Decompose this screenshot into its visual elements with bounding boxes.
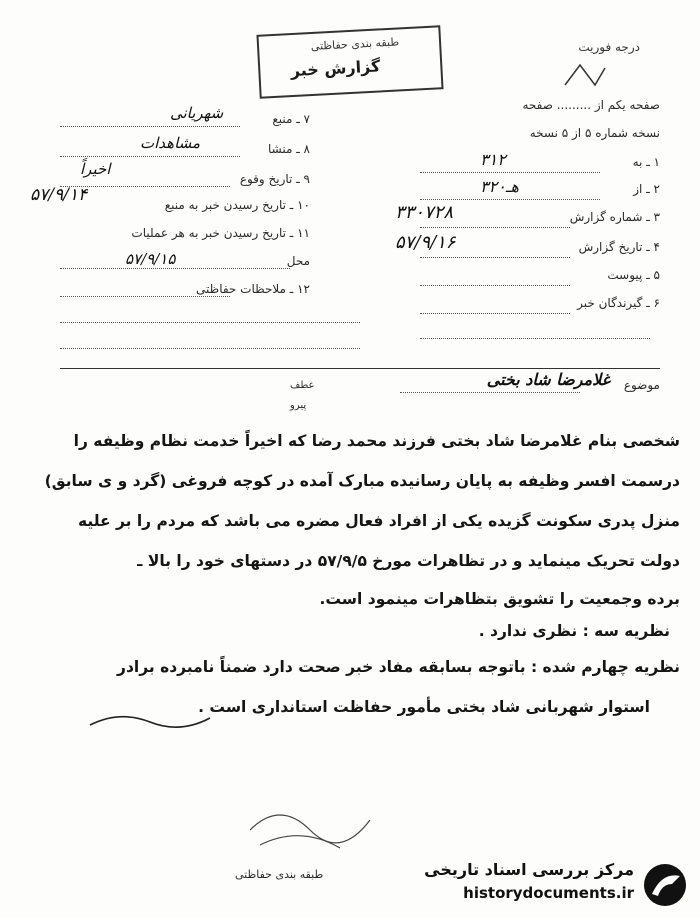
meta-right-value-source-date: ۵۷/۹/۱۴ bbox=[30, 185, 88, 205]
body-line-1: شخصی بنام غلامرضا شاد بختی فرزند محمد رضا که اخیراً خدمت نظام وظیفه را bbox=[73, 432, 680, 450]
meta-right-value-origin: مشاهدات bbox=[140, 134, 201, 152]
meta-left-value-to: ۳۱۲ bbox=[480, 150, 506, 169]
page-count-line: صفحه یکم از ......... صفحه bbox=[522, 98, 660, 112]
meta-right-label-origin: ۸ ـ منشا bbox=[267, 142, 310, 156]
body-line-5: برده وجمعیت را تشویق بتظاهرات مینمود است. bbox=[319, 590, 680, 608]
logo-emblem-icon bbox=[642, 862, 688, 908]
meta-left-value-from: ۳۲۰هـ bbox=[480, 177, 519, 196]
meta-left-value-report-date: ۵۷/۹/۱۶ bbox=[395, 232, 456, 253]
meta-left-label-attachment: ۵ ـ پیوست bbox=[607, 268, 660, 282]
opinion-four-line-2: استوار شهربانی شاد بختی مأمور حفاظت استانداری است . bbox=[198, 698, 650, 716]
classification-stamp-text: طبقه بندی حفاظتی bbox=[310, 35, 400, 54]
meta-left-label-recipients: ۶ ـ گیرندگان خبر bbox=[577, 296, 660, 310]
meta-right-value-source: شهریانی bbox=[170, 104, 224, 122]
meta-right-label-source-date: ۱۰ ـ تاریخ رسیدن خبر به منبع bbox=[164, 198, 310, 212]
meta-left-label-report-date: ۴ ـ تاریخ گزارش bbox=[578, 240, 660, 254]
header-separator bbox=[60, 368, 660, 369]
signature-scribble bbox=[80, 700, 220, 740]
classification-stamp bbox=[256, 25, 443, 99]
meta-right-label-occurrence-date: ۹ ـ تاریخ وقوع bbox=[239, 172, 310, 186]
history-documents-logo bbox=[410, 858, 690, 914]
body-line-3: منزل پدری سکونت گزیده یکی از افراد فعال مضره می باشد که مردم را بر علیه bbox=[77, 512, 680, 530]
meta-right-value-occurrence-date: اخیراً bbox=[80, 160, 111, 178]
opinion-three: نظریه سه : نظری ندارد . bbox=[478, 622, 670, 640]
subject-value: غلامرضا شاد بختی bbox=[486, 370, 610, 389]
report-title: گزارش خبر bbox=[290, 56, 381, 81]
side-note-peyro: پیرو bbox=[290, 400, 307, 411]
subject-label: موضوع bbox=[623, 378, 660, 392]
meta-left-value-report-number: ۳۳۰۷۲۸ bbox=[395, 202, 454, 223]
priority-scribble bbox=[560, 60, 610, 90]
side-note-atf: عطف bbox=[290, 380, 315, 391]
meta-right-label-ops-date: ۱۱ ـ تاریخ رسیدن خبر به هر عملیات bbox=[131, 226, 310, 240]
meta-right-label-source: ۷ ـ منبع bbox=[272, 112, 310, 126]
footer-classification: طبقه بندی حفاظتی bbox=[235, 868, 324, 881]
body-line-4: دولت تحریک مینماید و در تظاهرات مورخ ۵۷/۹/۵ در دستهای خود را بالا ـ bbox=[137, 552, 680, 570]
meta-left-label-report-number: ۳ ـ شماره گزارش bbox=[569, 210, 660, 224]
copy-number-line: نسخه شماره ۵ از ۵ نسخه bbox=[529, 126, 660, 140]
stamp-scribble bbox=[230, 790, 390, 870]
body-line-2: درسمت افسر وظیفه به پایان رسانیده مبارک آمده در کوچه فروغی (گرد و ی سابق) bbox=[44, 472, 680, 490]
meta-left-label-from: ۲ ـ از bbox=[633, 182, 660, 196]
meta-left-label-to: ۱ ـ به bbox=[632, 155, 660, 169]
meta-right-value-place: ۵۷/۹/۱۵ bbox=[125, 250, 176, 268]
priority-label: درجه فوریت bbox=[578, 40, 640, 54]
logo-title: مرکز بررسی اسناد تاریخی bbox=[424, 860, 634, 879]
meta-right-label-place: محل bbox=[286, 254, 310, 268]
opinion-four-line-1: نظریه چهارم شده : باتوجه بسابقه مفاد خبر صحت دارد ضمناً نامبرده برادر bbox=[117, 658, 680, 676]
logo-url: historydocuments.ir bbox=[463, 884, 634, 902]
meta-right-label-security-notes: ۱۲ ـ ملاحظات حفاظتی bbox=[196, 282, 310, 296]
